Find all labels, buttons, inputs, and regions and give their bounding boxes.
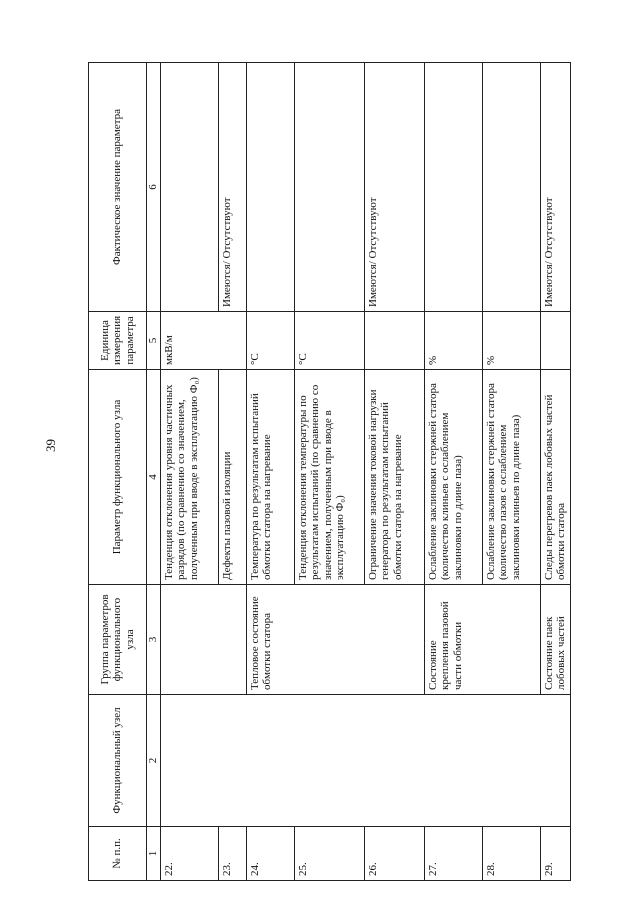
row-number: 25. bbox=[294, 827, 364, 881]
header-cell: Параметр функционального узла bbox=[89, 370, 147, 585]
group-cell: Состояние паек лобовых частей bbox=[540, 585, 570, 695]
header-cell: Функциональный узел bbox=[89, 695, 147, 827]
parameter-cell: Ослабление заклиновки стержней статора (количество пазов с ослаблением заклиновки клиньев по длине паза) bbox=[482, 370, 540, 585]
functional-node-cell bbox=[160, 695, 570, 827]
unit-cell: °С bbox=[294, 312, 364, 370]
column-number: 6 bbox=[147, 63, 161, 312]
header-cell: Единица измерения параметра bbox=[89, 312, 147, 370]
value-cell bbox=[482, 63, 540, 312]
column-number: 5 bbox=[147, 312, 161, 370]
unit-cell: % bbox=[424, 312, 482, 370]
row-number: 29. bbox=[540, 827, 570, 881]
group-cell: Состояние крепления пазовой части обмотки bbox=[424, 585, 540, 695]
parameter-cell: Дефекты пазовой изоляции bbox=[218, 370, 246, 585]
value-cell bbox=[246, 63, 294, 312]
value-cell bbox=[160, 63, 218, 312]
page-number: 39 bbox=[43, 439, 58, 452]
unit-cell: % bbox=[482, 312, 540, 370]
table-row bbox=[160, 63, 218, 881]
row-number: 23. bbox=[218, 827, 246, 881]
parameter-cell: Ограничение значения токовой нагрузки генератора по результатам испытаний обмотки статора на нагревание bbox=[364, 370, 424, 585]
row-number: 22. bbox=[160, 827, 218, 881]
row-number: 24. bbox=[246, 827, 294, 881]
parameter-cell: Температура по результатам испытаний обмотки статора на нагревание bbox=[246, 370, 294, 585]
header-cell: Фактическое значение параметра bbox=[89, 63, 147, 312]
value-cell bbox=[424, 63, 482, 312]
column-number: 1 bbox=[147, 827, 161, 881]
value-cell: Имеются/ Отсутствуют bbox=[218, 63, 246, 312]
header-cell: № п.п. bbox=[89, 827, 147, 881]
unit-cell bbox=[364, 312, 424, 370]
group-cell bbox=[160, 585, 246, 695]
header-row bbox=[89, 63, 147, 881]
value-cell bbox=[294, 63, 364, 312]
header-cell: Группа параметров функционального узла bbox=[89, 585, 147, 695]
parameter-cell: Тенденция отклонения уровня частичных разрядов (по сравнению со значением, полученным при вводе в эксплуатацию Ф₀) bbox=[160, 370, 218, 585]
parameters-table bbox=[88, 62, 571, 881]
value-cell: Имеются/ Отсутствуют bbox=[364, 63, 424, 312]
rotated-table-wrapper bbox=[88, 63, 567, 881]
unit-cell: мкВ/м bbox=[160, 312, 246, 370]
column-number: 2 bbox=[147, 695, 161, 827]
column-number: 3 bbox=[147, 585, 161, 695]
row-number: 27. bbox=[424, 827, 482, 881]
parameter-cell: Тенденция отклонения температуры по результатам испытаний (по сравнению со значением, полученным при вводе в эксплуатацию Ф₀) bbox=[294, 370, 364, 585]
parameter-cell: Ослабление заклиновки стержней статора (количество клиньев с ослаблением заклиновки по длине паза) bbox=[424, 370, 482, 585]
column-number-row bbox=[147, 63, 161, 881]
parameter-cell: Следы перегревов паек лобовых частей обмотки статора bbox=[540, 370, 570, 585]
value-cell: Имеются/ Отсутствуют bbox=[540, 63, 570, 312]
column-number: 4 bbox=[147, 370, 161, 585]
row-number: 26. bbox=[364, 827, 424, 881]
row-number: 28. bbox=[482, 827, 540, 881]
group-cell: Тепловое состояние обмотки статора bbox=[246, 585, 424, 695]
unit-cell bbox=[540, 312, 570, 370]
unit-cell: °С bbox=[246, 312, 294, 370]
